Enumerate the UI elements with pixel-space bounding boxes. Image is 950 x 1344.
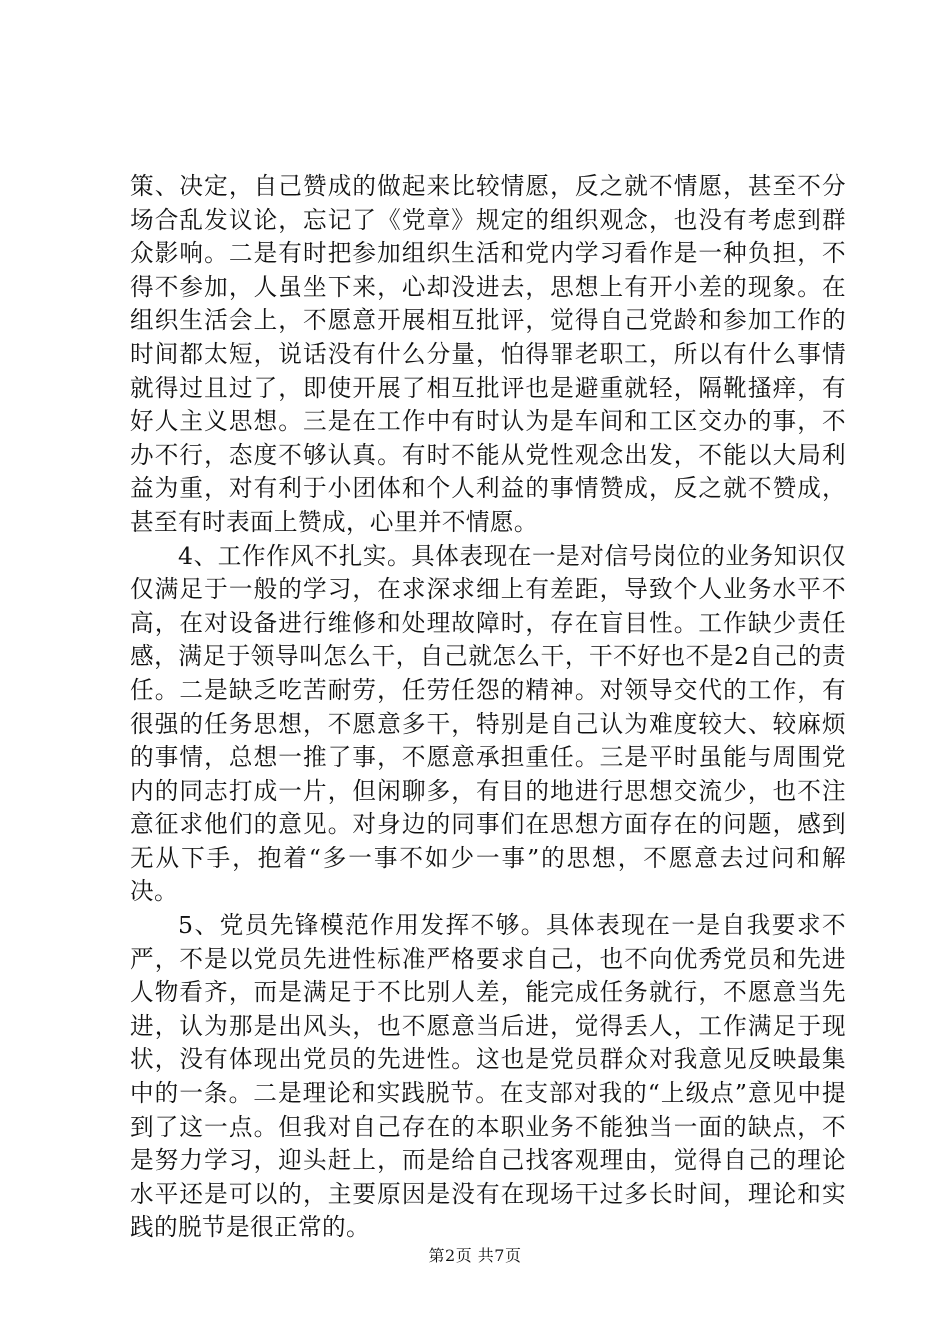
document-body bbox=[130, 170, 846, 1245]
paragraph-continuation: 策、决定，自己赞成的做起来比较情愿，反之就不情愿，甚至不分场合乱发议论，忘记了《党章》规定的组织观念，也没有考虑到群众影响。二是有时把参加组织生活和党内学习看作是一种负担，不得不参加，人虽坐下来，心却没进去，思想上有开小差的现象。在组织生活会上，不愿意开展相互批评，觉得自己党龄和参加工作的时间都太短，说话没有什么分量，怕得罪老职工，所以有什么事情就得过且过了，即使开展了相互批评也是避重就轻，隔靴搔痒，有好人主义思想。三是在工作中有时认为是车间和工区交办的事，不办不行，态度不够认真。有时不能从党性观念出发，不能以大局利益为重，对有利于小团体和个人利益的事情赞成，反之就不赞成，甚至有时表面上赞成，心里并不情愿。 bbox=[130, 172, 846, 536]
page-number-footer: 第2页 共7页 bbox=[428, 1246, 522, 1265]
paragraph-item-4: 4、工作作风不扎实。具体表现在一是对信号岗位的业务知识仅仅满足于一般的学习，在求深求细上有差距，导致个人业务水平不高，在对设备进行维修和处理故障时，存在盲目性。工作缺少责任感，满足于领导叫怎么干，自己就怎么干，干不好也不是2自己的责任。二是缺乏吃苦耐劳，任劳任怨的精神。对领导交代的工作，有很强的任务思想，不愿意多干，特别是自己认为难度较大、较麻烦的事情，总想一推了事，不愿意承担重任。三是平时虽能与周围党内的同志打成一片，但闲聊多，有目的地进行思想交流少，也不注意征求他们的意见。对身边的同事们在思想方面存在的问题，感到无从下手，抱着“多一事不如少一事”的思想，不愿意去过问和解决。 bbox=[130, 541, 846, 906]
paragraph-item-5: 5、党员先锋模范作用发挥不够。具体表现在一是自我要求不严，不是以党员先进性标准严格要求自己，也不向优秀党员和先进人物看齐，而是满足于不比别人差，能完成任务就行，不愿意当先进，认为那是出风头，也不愿意当后进，觉得丢人，工作满足于现状，没有体现出党员的先进性。这也是党员群众对我意见反映最集中的一条。二是理论和实践脱节。在支部对我的“上级点”意见中提到了这一点。但我对自己存在的本职业务不能独当一面的缺点，不是努力学习，迎头赶上，而是给自己找客观理由，觉得自己的理论水平还是可以的，主要原因是没有在现场干过多长时间，理论和实践的脱节是很正常的。 bbox=[130, 911, 846, 1242]
